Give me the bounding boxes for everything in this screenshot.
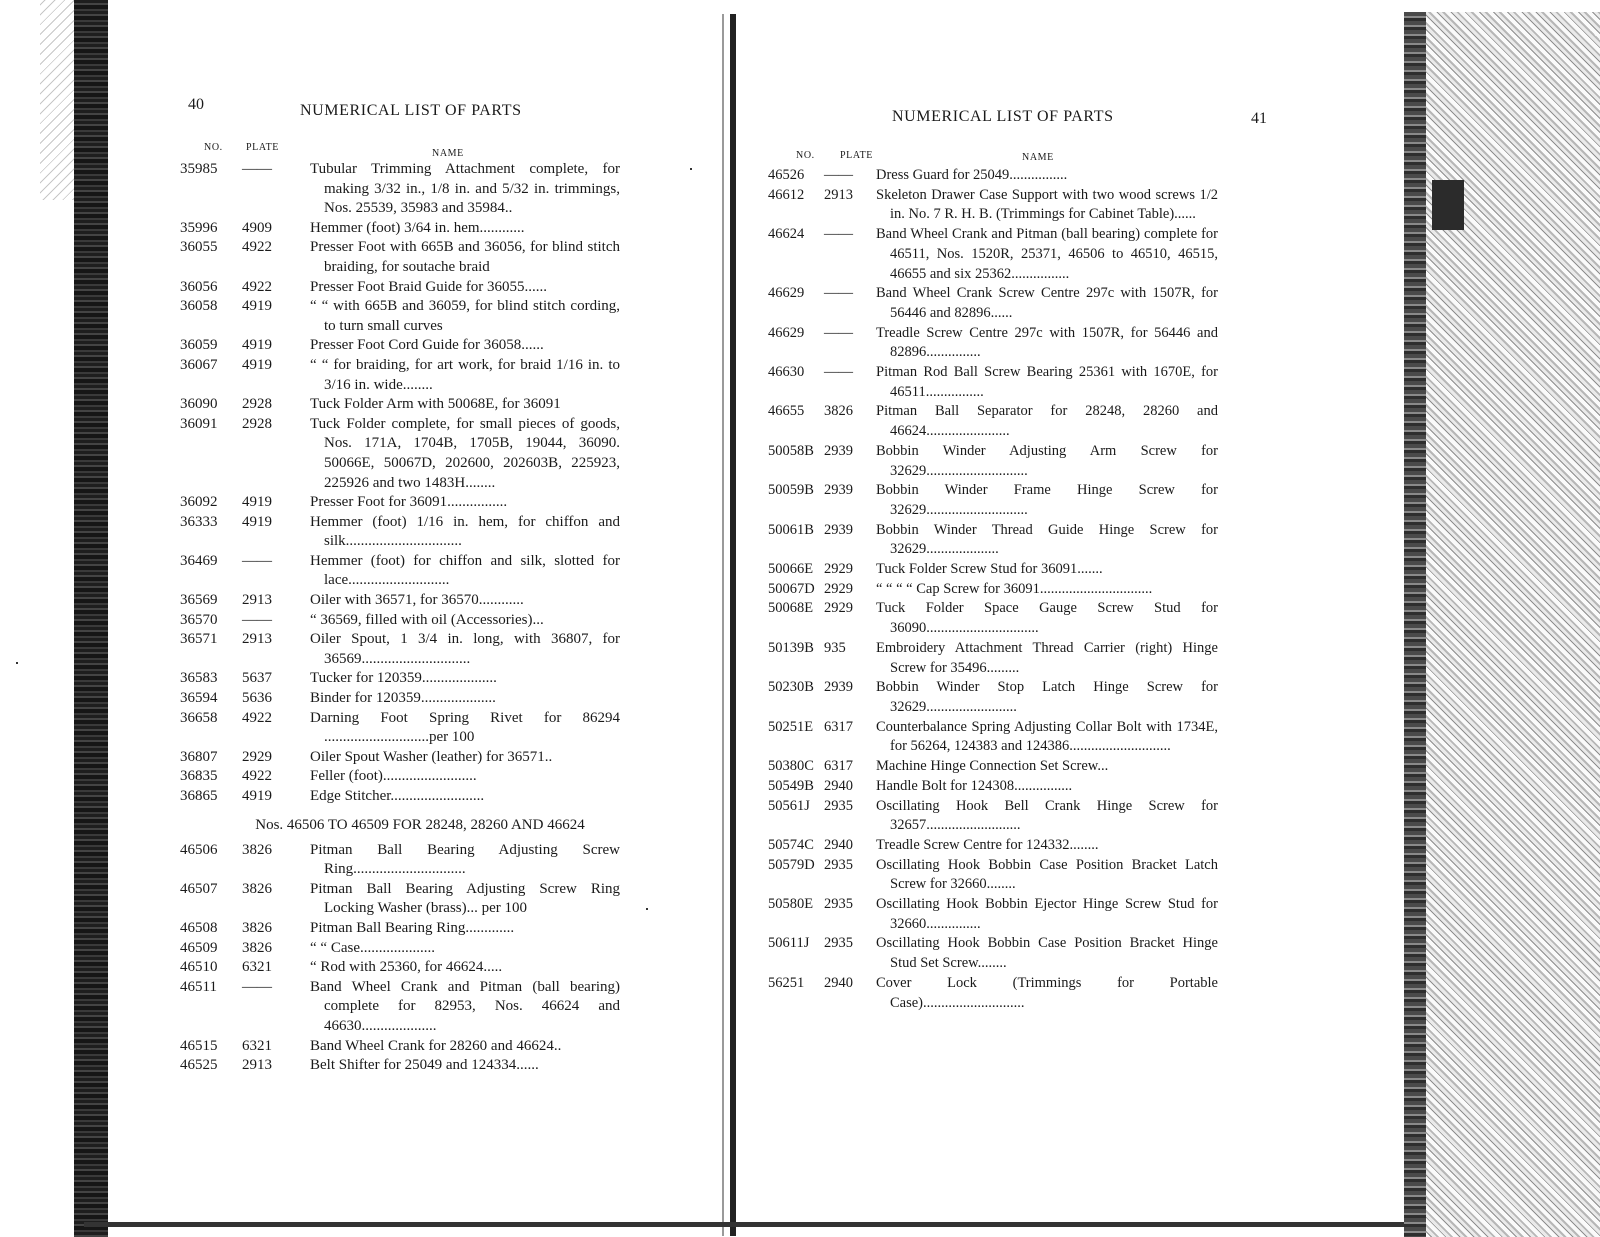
part-entry — [768, 757, 1218, 777]
part-number: 50549B — [768, 777, 814, 794]
plate-number: —— — [824, 167, 853, 183]
plate-number: 2928 — [242, 415, 272, 432]
plate-number: 3826 — [242, 939, 272, 956]
part-number: 50066E — [768, 561, 814, 578]
part-number: 50059B — [768, 482, 814, 499]
plate-number: 2929 — [824, 600, 853, 617]
part-number: 50139B — [768, 639, 814, 656]
part-number: 46629 — [768, 324, 805, 341]
column-header-no: NO. — [204, 142, 223, 153]
part-entry — [180, 395, 620, 415]
part-entry — [180, 669, 620, 689]
part-name: Oiler Spout Washer (leather) for 36571.. — [310, 748, 553, 765]
part-name: Hemmer (foot) for chiffon and silk, slotted for lace........................... — [310, 552, 620, 589]
part-number: 36059 — [180, 337, 218, 354]
part-name: Counterbalance Spring Adjusting Collar Bolt with 1734E, for 56264, 124383 and 124386............................ — [876, 718, 1218, 755]
part-name: Presser Foot Cord Guide for 36058...... — [310, 337, 544, 354]
part-number: 50061B — [768, 521, 814, 538]
part-name: Band Wheel Crank and Pitman (ball bearing) complete for 46511, Nos. 1520R, 25371, 46506 to 46510, 46515, 46655 and six 25362................ — [876, 226, 1218, 282]
parts-list — [768, 166, 1218, 1013]
plate-number: 2935 — [824, 896, 853, 913]
part-number: 46630 — [768, 364, 805, 381]
part-entry — [180, 958, 620, 978]
part-number: 36091 — [180, 415, 218, 432]
part-name: Band Wheel Crank for 28260 and 46624.. — [310, 1037, 562, 1054]
part-entry — [180, 767, 620, 787]
part-entry — [768, 836, 1218, 856]
plate-number: 4919 — [242, 788, 272, 804]
part-number: 36055 — [180, 239, 218, 256]
part-name: Bobbin Winder Adjusting Arm Screw for 32629............................ — [876, 442, 1218, 479]
plate-number: 2929 — [824, 561, 853, 578]
plate-number: 4919 — [242, 356, 272, 373]
column-header-name: NAME — [1022, 152, 1054, 163]
part-number: 36067 — [180, 356, 218, 373]
plate-number: —— — [242, 978, 272, 995]
page-number: 40 — [188, 96, 204, 113]
plate-number: 4922 — [242, 768, 272, 785]
plate-number: 4909 — [242, 219, 272, 236]
plate-number: 2939 — [824, 679, 853, 696]
part-name: Hemmer (foot) 1/16 in. hem, for chiffon and silk............................... — [310, 513, 620, 550]
part-entry — [768, 856, 1218, 895]
part-entry — [180, 160, 620, 219]
part-entry — [180, 1037, 620, 1057]
plate-number: 5636 — [242, 690, 272, 707]
part-entry — [180, 238, 620, 277]
part-number: 36835 — [180, 768, 218, 785]
plate-number: 4919 — [242, 337, 272, 354]
part-entry — [768, 639, 1218, 678]
part-name: Oscillating Hook Bobbin Ejector Hinge Screw Stud for 32660............... — [876, 896, 1218, 932]
part-entry — [180, 841, 620, 880]
part-name: Band Wheel Crank and Pitman (ball bearing) complete for 82953, Nos. 46624 and 46630.................... — [310, 978, 620, 1034]
part-entry — [768, 934, 1218, 973]
part-name: Handle Bolt for 124308................ — [876, 777, 1073, 794]
part-number: 46506 — [180, 841, 218, 858]
book-spine — [730, 14, 736, 1236]
part-name: Pitman Rod Ball Screw Bearing 25361 with 1670E, for 46511................ — [876, 364, 1218, 400]
part-name: Tuck Folder Arm with 50068E, for 36091 — [310, 396, 561, 413]
part-name: Oiler with 36571, for 36570............ — [310, 592, 524, 609]
plate-number: 3826 — [824, 403, 853, 420]
part-number: 46510 — [180, 959, 218, 976]
plate-number: —— — [242, 161, 272, 177]
part-number: 46525 — [180, 1057, 218, 1074]
part-name: “ Rod with 25360, for 46624..... — [310, 959, 503, 976]
page-number: 41 — [1251, 110, 1267, 127]
plate-number: 2935 — [824, 797, 853, 814]
part-entry — [180, 689, 620, 709]
plate-number: 4919 — [242, 513, 272, 530]
part-number: 50230B — [768, 679, 814, 696]
part-number: 36570 — [180, 611, 218, 628]
part-number: 36469 — [180, 552, 218, 569]
page-title: NUMERICAL LIST OF PARTS — [300, 102, 522, 119]
part-entry — [180, 787, 620, 807]
part-number: 36583 — [180, 670, 218, 687]
part-entry — [180, 709, 620, 748]
part-name: Tucker for 120359.................... — [310, 670, 497, 687]
part-number: 50067D — [768, 580, 815, 597]
part-number: 36056 — [180, 278, 218, 295]
part-name: Skeleton Drawer Case Support with two wood screws 1/2 in. No. 7 R. H. B. (Trimmings for Cabinet Table)...... — [876, 186, 1218, 223]
part-entry — [180, 297, 620, 336]
part-name: Feller (foot)......................... — [310, 768, 477, 785]
part-number: 36571 — [180, 631, 218, 648]
part-entry — [768, 895, 1218, 934]
part-number: 36865 — [180, 788, 218, 804]
plate-number: 2913 — [242, 592, 272, 609]
part-name: “ 36569, filled with oil (Accessories)... — [310, 611, 544, 628]
part-name: Edge Stitcher......................... — [310, 788, 485, 804]
part-entry — [768, 166, 1218, 186]
part-name: Treadle Screw Centre for 124332........ — [876, 836, 1099, 853]
part-name: Binder for 120359.................... — [310, 690, 496, 707]
part-name: Cover Lock (Trimmings for Portable Case)............................ — [876, 974, 1218, 1011]
plate-number: —— — [824, 226, 853, 243]
part-entry — [180, 278, 620, 298]
part-number: 50068E — [768, 600, 814, 617]
spine-faint-line — [722, 14, 724, 1236]
part-number: 50380C — [768, 758, 814, 775]
part-entry — [768, 797, 1218, 836]
part-number: 46655 — [768, 403, 805, 420]
part-entry — [180, 939, 620, 959]
part-number: 50251E — [768, 718, 814, 735]
part-entry — [768, 560, 1218, 580]
plate-number: 4922 — [242, 709, 272, 726]
plate-number: 2929 — [242, 748, 272, 765]
scan-speck — [646, 908, 648, 910]
part-entry — [768, 580, 1218, 600]
plate-number: 2913 — [242, 631, 272, 648]
part-number: 50561J — [768, 797, 810, 814]
part-name: Belt Shifter for 25049 and 124334...... — [310, 1057, 539, 1074]
part-name: Oscillating Hook Bobbin Case Position Bracket Latch Screw for 32660........ — [876, 856, 1218, 893]
part-number: 46629 — [768, 285, 805, 302]
plate-number: 2940 — [824, 974, 853, 991]
part-entry — [180, 552, 620, 591]
part-entry — [180, 219, 620, 239]
part-entry — [768, 481, 1218, 520]
plate-number: 2928 — [242, 396, 272, 413]
part-entry — [180, 356, 620, 395]
column-header-plate: PLATE — [840, 150, 873, 161]
plate-number: 4919 — [242, 298, 272, 315]
part-name: Oscillating Hook Bell Crank Hinge Screw for 32657.......................... — [876, 797, 1218, 834]
part-name: Bobbin Winder Thread Guide Hinge Screw for 32629.................... — [876, 521, 1218, 558]
plate-number: 2935 — [824, 935, 853, 952]
plate-number: 6317 — [824, 758, 853, 775]
part-entry — [768, 186, 1218, 225]
plate-number: —— — [824, 364, 853, 381]
part-number: 46507 — [180, 880, 218, 897]
plate-number: 2929 — [824, 580, 853, 597]
part-name: Tuck Folder complete, for small pieces of goods, Nos. 171A, 1704B, 1705B, 19044, 36090. 50066E, 50067D, 202600, 202603B, 225923, 225926 and two 1483H........ — [310, 415, 620, 491]
part-name: Bobbin Winder Frame Hinge Screw for 32629............................ — [876, 482, 1218, 518]
part-number: 46612 — [768, 186, 805, 203]
plate-number: 935 — [824, 639, 846, 656]
column-header-no: NO. — [796, 150, 815, 161]
part-name: Band Wheel Crank Screw Centre 297c with 1507R, for 56446 and 82896...... — [876, 285, 1218, 321]
plate-number: 4922 — [242, 278, 272, 295]
part-entry — [180, 493, 620, 513]
part-entry — [180, 978, 620, 1037]
part-number: 50579D — [768, 856, 815, 873]
part-entry — [180, 919, 620, 939]
part-number: 36594 — [180, 690, 218, 707]
part-number: 36658 — [180, 709, 218, 726]
plate-number: —— — [242, 611, 272, 628]
part-number: 46624 — [768, 226, 805, 243]
part-number: 36092 — [180, 494, 218, 511]
part-name: Darning Foot Spring Rivet for 86294 ............................per 100 — [310, 709, 620, 746]
section-heading: Nos. 46506 TO 46509 FOR 28248, 28260 AND 46624 — [255, 816, 585, 833]
plate-number: 2935 — [824, 856, 853, 873]
part-entry — [768, 974, 1218, 1013]
part-name: Pitman Ball Bearing Adjusting Screw Ring Locking Washer (brass)... per 100 — [310, 880, 620, 917]
part-name: “ “ Case.................... — [310, 939, 435, 956]
part-name: Hemmer (foot) 3/64 in. hem............ — [310, 219, 525, 236]
scan-speck — [690, 168, 692, 170]
plate-number: 2940 — [824, 836, 853, 853]
part-number: 36058 — [180, 298, 218, 315]
part-number: 50611J — [768, 935, 810, 952]
part-entry — [180, 415, 620, 493]
part-name: “ “ for braiding, for art work, for braid 1/16 in. to 3/16 in. wide........ — [310, 356, 620, 393]
part-entry — [768, 442, 1218, 481]
bottom-page-edge — [84, 1222, 1414, 1227]
plate-number: 3826 — [242, 919, 272, 936]
column-header-name: NAME — [432, 148, 464, 159]
part-number: 46515 — [180, 1037, 218, 1054]
plate-number: 6317 — [824, 718, 853, 735]
plate-number: 2939 — [824, 442, 853, 459]
part-entry — [768, 284, 1218, 323]
plate-number: 2939 — [824, 521, 853, 538]
left-page-edge-speckle — [40, 0, 76, 200]
part-number: 36333 — [180, 513, 218, 530]
plate-number: 2913 — [824, 186, 853, 203]
part-name: Tubular Trimming Attachment complete, for making 3/32 in., 1/8 in. and 5/32 in. trimmings, Nos. 25539, 35983 and 35984.. — [310, 161, 620, 217]
part-number: 35996 — [180, 219, 218, 236]
plate-number: 6321 — [242, 1037, 272, 1054]
part-number: 36569 — [180, 592, 218, 609]
part-entry — [768, 521, 1218, 560]
part-number: 50574C — [768, 836, 814, 853]
part-number: 50580E — [768, 896, 814, 913]
part-entry — [768, 363, 1218, 402]
part-name: “ “ with 665B and 36059, for blind stitch cording, to turn small curves — [310, 298, 620, 334]
column-header-plate: PLATE — [246, 142, 279, 153]
plate-number: 4922 — [242, 239, 272, 256]
plate-number: 2913 — [242, 1057, 272, 1074]
left-page-edge-shadow — [74, 0, 108, 1237]
right-edge-dark-mark — [1432, 180, 1464, 230]
part-name: Tuck Folder Screw Stud for 36091....... — [876, 561, 1103, 578]
part-entry — [768, 678, 1218, 717]
part-number: 36807 — [180, 748, 218, 765]
part-name: Machine Hinge Connection Set Screw... — [876, 758, 1109, 775]
part-entry — [180, 591, 620, 611]
part-name: Pitman Ball Separator for 28248, 28260 and 46624....................... — [876, 403, 1218, 440]
plate-number: 5637 — [242, 670, 272, 687]
plate-number: —— — [824, 285, 853, 302]
part-name: Embroidery Attachment Thread Carrier (right) Hinge Screw for 35496......... — [876, 639, 1218, 676]
part-entry — [768, 402, 1218, 441]
part-name: Presser Foot for 36091................ — [310, 494, 508, 511]
part-name: Treadle Screw Centre 297c with 1507R, for 56446 and 82896............... — [876, 324, 1218, 361]
part-number: 46511 — [180, 978, 217, 995]
part-name: Pitman Ball Bearing Adjusting Screw Ring.............................. — [310, 841, 620, 878]
part-name: Oscillating Hook Bobbin Case Position Bracket Hinge Stud Set Screw........ — [876, 935, 1218, 972]
plate-number: 3826 — [242, 841, 272, 858]
part-entry — [180, 748, 620, 768]
part-entry — [180, 880, 620, 919]
plate-number: 6321 — [242, 959, 272, 976]
plate-number: 2940 — [824, 777, 853, 794]
part-number: 46526 — [768, 167, 805, 183]
right-page-edge-shadow — [1404, 12, 1426, 1237]
part-name: Pitman Ball Bearing Ring............. — [310, 919, 515, 936]
part-entry — [768, 777, 1218, 797]
plate-number: 4919 — [242, 494, 272, 511]
plate-number: 3826 — [242, 880, 272, 897]
part-name: Presser Foot with 665B and 36056, for blind stitch braiding, for soutache braid — [310, 239, 620, 275]
plate-number: 2939 — [824, 482, 853, 499]
part-entry — [180, 611, 620, 631]
part-entry — [768, 324, 1218, 363]
part-number: 46508 — [180, 919, 218, 936]
part-number: 35985 — [180, 161, 218, 177]
part-entry — [768, 225, 1218, 284]
part-number: 36090 — [180, 396, 218, 413]
part-name: Presser Foot Braid Guide for 36055...... — [310, 278, 548, 295]
part-name: Dress Guard for 25049................ — [876, 167, 1068, 183]
part-number: 56251 — [768, 974, 805, 991]
part-name: Bobbin Winder Stop Latch Hinge Screw for 32629......................... — [876, 679, 1218, 715]
part-entry — [768, 718, 1218, 757]
part-entry — [180, 630, 620, 669]
part-entry — [180, 1056, 620, 1076]
part-entry — [180, 513, 620, 552]
part-entry — [768, 599, 1218, 638]
part-number: 50058B — [768, 442, 814, 459]
part-name: “ “ “ “ Cap Screw for 36091............................... — [876, 580, 1153, 597]
scan-speck — [16, 662, 18, 664]
parts-list — [180, 160, 620, 1076]
plate-number: —— — [242, 552, 272, 569]
part-name: Tuck Folder Space Gauge Screw Stud for 36090............................... — [876, 600, 1218, 637]
part-entry — [180, 336, 620, 356]
plate-number: —— — [824, 324, 853, 341]
part-name: Oiler Spout, 1 3/4 in. long, with 36807, for 36569............................. — [310, 631, 620, 667]
page-title: NUMERICAL LIST OF PARTS — [892, 108, 1114, 125]
part-number: 46509 — [180, 939, 218, 956]
